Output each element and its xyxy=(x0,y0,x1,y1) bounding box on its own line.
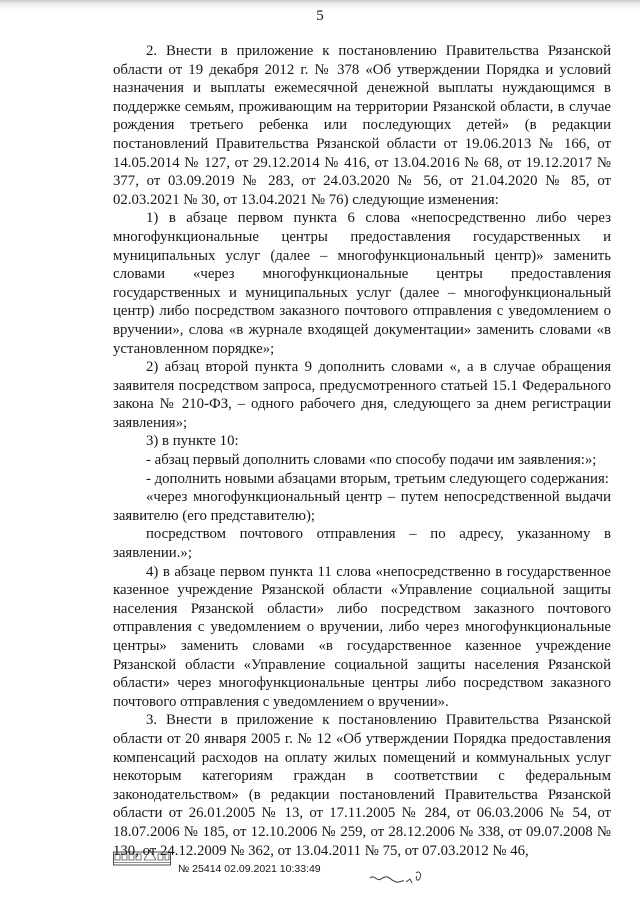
subitem-3-dash-2: - дополнить новыми абзацами вторым, третьим следующего содержания: xyxy=(146,470,609,487)
quoted-paragraph-2: посредством почтового отправления – по адресу, указанному в заявлении.»; xyxy=(113,526,611,562)
registry-stamp-icon xyxy=(113,846,171,866)
subitem-3-dash-1: - абзац первый дополнить словами «по способу подачи им заявления:»; xyxy=(146,452,597,469)
registration-number: № 25414 02.09.2021 10:33:49 xyxy=(178,863,321,875)
paragraph-item-2: 2. Внести в приложение к постановлению Правительства Рязанской области от 19 декабря 2012 г. № 378 «Об утверждении Порядка и условий назначения и выплаты ежемесячной денежной выплаты нуждающимся в поддержке семьям, проживающим на территории Рязанской области, в случае рождения третьего ребенка или последующих детей» (в редакции постановлений Правительства Рязанской области от 19.06.2013 № 166, от 14.05.2014 № 127, от 29.12.2014 № 416, от 13.04.2016 № 68, от 19.12.2017 № 377, от 03.09.2019 № 283, от 24.03.2020 № 56, от 21.04.2020 № 85, от 02.03.2021 № 30, от 13.04.2021 № 76) следующие изменения: xyxy=(113,43,611,208)
document-body xyxy=(113,42,611,860)
subitem-2: 2) абзац второй пункта 9 дополнить словами «, а в случае обращения заявителя посредством запроса, предусмотренного статьей 15.1 Федерального закона № 210-ФЗ, – одного рабочего дня, следующего за днем регистрации заявления»; xyxy=(113,359,611,431)
paragraph-item-3: 3. Внести в приложение к постановлению Правительства Рязанской области от 20 января 2005 г. № 12 «Об утверждении Порядка предоставления компенсаций расходов на оплату жилых помещений и коммунальных услуг некоторым категориям граждан в соответствии с федеральным законодательством» (в редакции постановлений Правительства Рязанской области от 26.01.2005 № 13, от 17.11.2005 № 284, от 06.03.2006 № 54, от 18.07.2006 № 185, от 12.10.2006 № 259, от 28.12.2006 № 338, от 09.07.2008 № 130, от 24.12.2009 № 362, от 13.04.2011 № 75, от 07.03.2012 № 46, xyxy=(113,712,611,859)
subitem-4: 4) в абзаце первом пункта 11 слова «непосредственно в государственное казенное учреждение Рязанской области «Управление социальной защиты населения Рязанской области» либо посредством заказного почтового отправления с уведомлением о вручении, либо через многофункциональные центры» заменить словами «в государственное казенное учреждение Рязанской области «Управление социальной защиты населения Рязанской области» через многофункциональные центры либо посредством заказного почтового отправления с уведомлением о вручении». xyxy=(113,563,611,710)
page-number: 5 xyxy=(316,8,324,24)
quoted-paragraph-1: «через многофункциональный центр – путем непосредственной выдачи заявителю (его представителю); xyxy=(113,489,611,524)
subitem-3: 3) в пункте 10: xyxy=(146,433,239,450)
signature-mark-icon xyxy=(368,864,428,892)
subitem-1: 1) в абзаце первом пункта 6 слова «непосредственно либо через многофункциональные центры предоставления государственных и муниципальных услуг (далее – многофункциональный центр)» заменить словами «через многофункциональные центры предоставления государственных и муниципальных услуг (далее – многофункциональный центр) либо посредством заказного почтового отправления с уведомлением о вручении», слова «в журнале входящей документации» заменить словами «в установленном порядке»; xyxy=(113,210,611,357)
